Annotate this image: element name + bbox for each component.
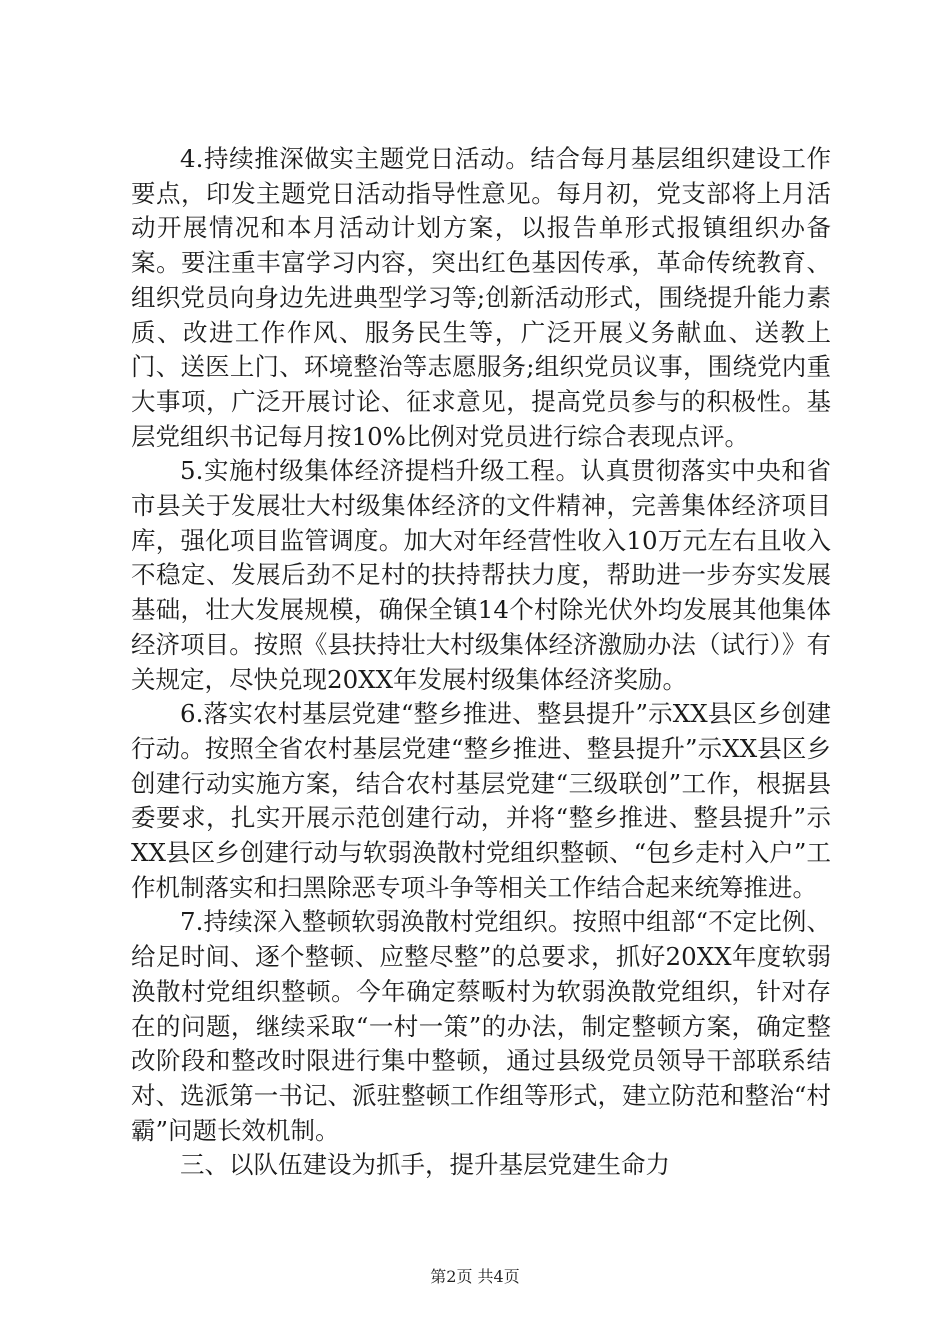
paragraph-item-4: 4.持续推深做实主题党日活动。结合每月基层组织建设工作要点，印发主题党日活动指导性意见。每月初，党支部将上月活动开展情况和本月活动计划方案，以报告单形式报镇组织办备案。要注重丰富学习内容，突出红色基因传承，革命传统教育、组织党员向身边先进典型学习等;创新活动形式，围绕提升能力素质、改进工作作风、服务民生等，广泛开展义务献血、送教上门、送医上门、环境整治等志愿服务;组织党员议事，围绕党内重大事项，广泛开展讨论、征求意见，提高党员参与的积极性。基层党组织书记每月按10%比例对党员进行综合表现点评。: [131, 144, 831, 451]
document-body: [131, 142, 831, 1183]
section-heading: 三、以队伍建设为抓手，提升基层党建生命力: [180, 1150, 670, 1180]
paragraph-item-7: 7.持续深入整顿软弱涣散村党组织。按照中组部“不定比例、给足时间、逐个整顿、应整尽整”的总要求，抓好20XX年度软弱涣散村党组织整顿。今年确定蔡畈村为软弱涣散党组织，针对存在的问题，继续采取“一村一策”的办法，制定整顿方案，确定整改阶段和整改时限进行集中整顿，通过县级党员领导干部联系结对、选派第一书记、派驻整顿工作组等形式，建立防范和整治“村霸”问题长效机制。: [131, 907, 831, 1145]
paragraph-item-5: 5.实施村级集体经济提档升级工程。认真贯彻落实中央和省市县关于发展壮大村级集体经济的文件精神，完善集体经济项目库，强化项目监管调度。加大对年经营性收入10万元左右且收入不稳定、发展后劲不足村的扶持帮扶力度，帮助进一步夯实发展基础，壮大发展规模，确保全镇14个村除光伏外均发展其他集体经济项目。按照《县扶持壮大村级集体经济激励办法（试行）》有关规定，尽快兑现20XX年发展村级集体经济奖励。: [131, 456, 831, 694]
page-number-footer: 第2页 共4页: [430, 1267, 520, 1286]
paragraph-item-6: 6.落实农村基层党建“整乡推进、整县提升”示XX县区乡创建行动。按照全省农村基层党建“整乡推进、整县提升”示XX县区乡创建行动实施方案，结合农村基层党建“三级联创”工作，根据县委要求，扎实开展示范创建行动，并将“整乡推进、整县提升”示XX县区乡创建行动与软弱涣散村党组织整顿、“包乡走村入户”工作机制落实和扫黑除恶专项斗争等相关工作结合起来统筹推进。: [131, 699, 831, 902]
